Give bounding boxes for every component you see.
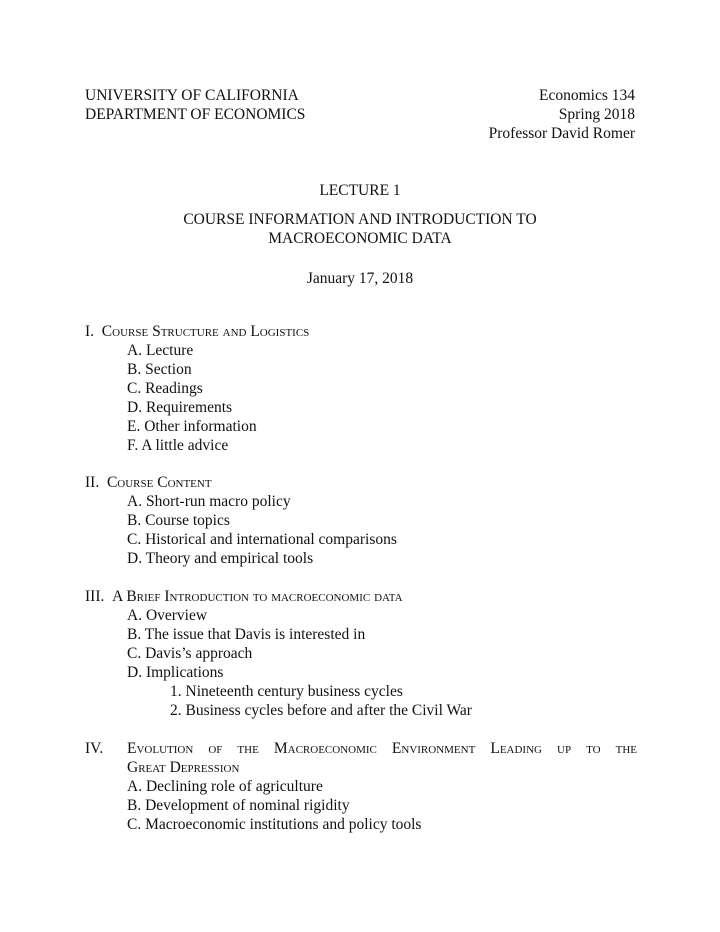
outline-item: B. Course topics bbox=[127, 512, 230, 529]
outline-item: D. Requirements bbox=[127, 399, 233, 416]
outline-item: B. Section bbox=[127, 361, 192, 378]
header-course-info bbox=[489, 86, 635, 143]
section-numeral: I. bbox=[85, 323, 95, 340]
outline-item: A. Short-run macro policy bbox=[127, 493, 291, 510]
outline-subitem: 1. Nineteenth century business cycles bbox=[170, 683, 403, 700]
outline-item: A. Overview bbox=[127, 607, 208, 624]
outline-item: B. Development of nominal rigidity bbox=[127, 797, 350, 814]
outline-item: E. Other information bbox=[127, 418, 257, 435]
section-heading bbox=[85, 473, 637, 492]
section-title-line-2: Great Depression bbox=[127, 759, 240, 776]
section-heading bbox=[85, 587, 637, 606]
section-macro-environment bbox=[85, 739, 637, 834]
lecture-date: January 17, 2018 bbox=[306, 270, 414, 287]
section-title: A Brief Introduction to macroeconomic data bbox=[112, 588, 403, 605]
course-professor: Professor David Romer bbox=[488, 125, 635, 142]
section-course-content bbox=[85, 473, 637, 568]
section-title-line-1: Evolution of the Macroeconomic Environment Leading up to the bbox=[127, 740, 637, 757]
university-name: UNIVERSITY OF CALIFORNIA bbox=[85, 87, 299, 104]
section-numeral: II. bbox=[85, 474, 100, 491]
course-term: Spring 2018 bbox=[558, 106, 635, 123]
outline-item: F. A little advice bbox=[127, 437, 229, 454]
lecture-title-line-2: MACROECONOMIC DATA bbox=[268, 230, 452, 247]
outline-item: C. Historical and international comparisons bbox=[127, 531, 397, 548]
lecture-title bbox=[0, 210, 720, 248]
outline-item: A. Declining role of agriculture bbox=[127, 778, 323, 795]
section-numeral: IV. bbox=[85, 740, 104, 757]
header-institution bbox=[85, 86, 305, 124]
outline-item: C. Macroeconomic institutions and policy tools bbox=[127, 816, 422, 833]
lecture-title-line-1: COURSE INFORMATION AND INTRODUCTION TO bbox=[183, 211, 537, 228]
section-macro-data-intro bbox=[85, 587, 637, 720]
section-title: Course Content bbox=[106, 474, 212, 491]
outline-item: C. Davis’s approach bbox=[127, 645, 253, 662]
section-heading bbox=[85, 739, 637, 758]
outline-item: D. Theory and empirical tools bbox=[127, 550, 314, 567]
course-number: Economics 134 bbox=[539, 87, 635, 104]
section-numeral: III. bbox=[85, 588, 105, 605]
outline-subitem: 2. Business cycles before and after the Civil War bbox=[170, 702, 472, 719]
section-title: Course Structure and Logistics bbox=[101, 323, 310, 340]
lecture-number: LECTURE 1 bbox=[319, 182, 401, 199]
outline-item: C. Readings bbox=[127, 380, 203, 397]
outline-item: A. Lecture bbox=[127, 342, 194, 359]
outline-item: D. Implications bbox=[127, 664, 224, 681]
department-name: DEPARTMENT OF ECONOMICS bbox=[85, 106, 306, 123]
outline-item: B. The issue that Davis is interested in bbox=[127, 626, 366, 643]
section-heading bbox=[85, 322, 637, 341]
section-course-structure bbox=[85, 322, 637, 455]
